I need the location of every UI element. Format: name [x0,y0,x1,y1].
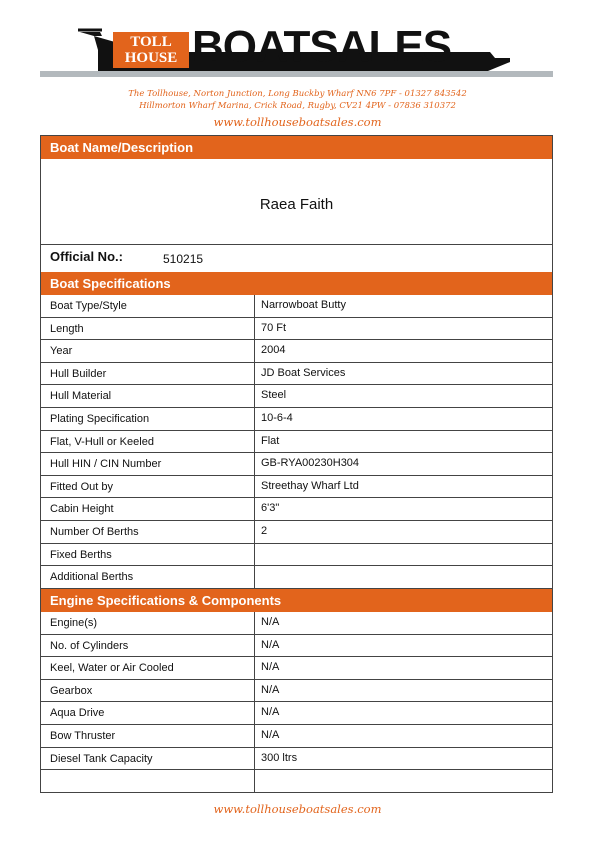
column-divider [254,702,255,724]
column-divider [254,612,255,634]
row-value: N/A [261,706,280,719]
row-value: 300 ltrs [261,751,298,764]
table-row [41,702,552,725]
row-label: Additional Berths [50,571,134,584]
column-divider [254,680,255,702]
row-label: Engine(s) [50,617,98,629]
row-label: Length [50,322,84,335]
table-row [41,476,552,499]
row-label: Plating Specification [50,412,150,425]
table-row [41,521,552,544]
table-row [41,431,552,454]
row-value: 2 [261,524,268,537]
column-divider [254,770,255,792]
column-divider [254,453,255,475]
section-heading-boat-specs: Boat Specifications [41,272,552,295]
header-rule [40,71,553,77]
row-label: Hull Material [50,390,112,403]
table-row [41,544,552,567]
row-label: Keel, Water or Air Cooled [50,662,174,675]
boat-specs-table [41,295,552,589]
logo-toll-text: TOLL [130,34,172,50]
row-value: 6'3" [261,502,280,515]
column-divider [254,476,255,498]
address-line-1: The Tollhouse, Norton Junction, Long Buckby Wharf NN6 7PF - 01327 843542 [128,89,467,99]
boat-name: Raea Faith [259,196,334,213]
row-value: N/A [261,638,280,651]
table-row [41,453,552,476]
section-heading-boat-name: Boat Name/Description [41,136,552,159]
column-divider [254,521,255,543]
header-website-link[interactable]: www.tollhouseboatsales.com [213,115,382,129]
column-divider [254,431,255,453]
logo-house-text: HOUSE [124,50,178,66]
official-number-value: 510215 [163,252,204,266]
column-divider [254,725,255,747]
row-value: Narrowboat Butty [261,299,346,311]
row-label: Fitted Out by [50,480,113,493]
column-divider [254,498,255,520]
column-divider [254,635,255,657]
table-row [41,635,552,658]
footer-website-link[interactable]: www.tollhouseboatsales.com [213,802,382,816]
row-label: No. of Cylinders [50,639,129,652]
row-value: N/A [261,616,280,628]
table-row [41,408,552,431]
table-row [41,770,552,793]
table-row [41,612,552,635]
row-label: Cabin Height [50,503,114,516]
row-label: Flat, V-Hull or Keeled [50,435,154,448]
column-divider [254,385,255,407]
row-label: Diesel Tank Capacity [50,752,153,765]
table-row [41,748,552,771]
column-divider [254,748,255,770]
column-divider [254,657,255,679]
row-label: Aqua Drive [50,707,105,720]
table-row [41,295,552,318]
table-row [41,385,552,408]
table-row [41,680,552,703]
engine-specs-table [41,612,552,793]
row-value: JD Boat Services [261,366,346,379]
row-value: N/A [261,661,280,674]
column-divider [254,318,255,340]
table-row [41,363,552,386]
row-value: N/A [261,728,280,741]
row-label: Hull HIN / CIN Number [50,458,162,471]
official-number-label: Official No.: [50,249,123,264]
column-divider [254,566,255,588]
row-label: Boat Type/Style [50,300,127,312]
address-line-2: Hillmorton Wharf Marina, Crick Road, Rugby, CV21 4PW - 07836 310372 [139,101,456,111]
row-value: Steel [261,389,287,402]
specification-sheet [40,135,553,793]
row-value: GB-RYA00230H304 [261,457,360,470]
column-divider [254,363,255,385]
column-divider [254,340,255,362]
row-value: Flat [261,434,280,447]
table-row [41,318,552,341]
section-heading-engine-specs: Engine Specifications & Components [41,589,552,612]
row-label: Number Of Berths [50,525,139,538]
table-row [41,725,552,748]
boat-name-box [41,160,552,245]
logo-toll-house [113,32,189,68]
row-label: Hull Builder [50,367,107,380]
row-value: N/A [261,683,280,696]
table-row [41,340,552,363]
letterhead [0,0,595,135]
row-label: Fixed Berths [50,548,112,561]
row-value: 10-6-4 [261,411,293,424]
row-label: Year [50,345,73,358]
row-label: Bow Thruster [50,729,116,742]
brand-name: BOATSALES [192,22,452,71]
row-label: Gearbox [50,684,93,697]
row-value: 2004 [261,344,286,357]
table-row [41,657,552,680]
column-divider [254,408,255,430]
table-row [41,566,552,589]
column-divider [254,295,255,317]
table-row [41,498,552,521]
column-divider [254,544,255,566]
row-value: Streethay Wharf Ltd [261,479,359,492]
row-value: 70 Ft [261,321,287,334]
